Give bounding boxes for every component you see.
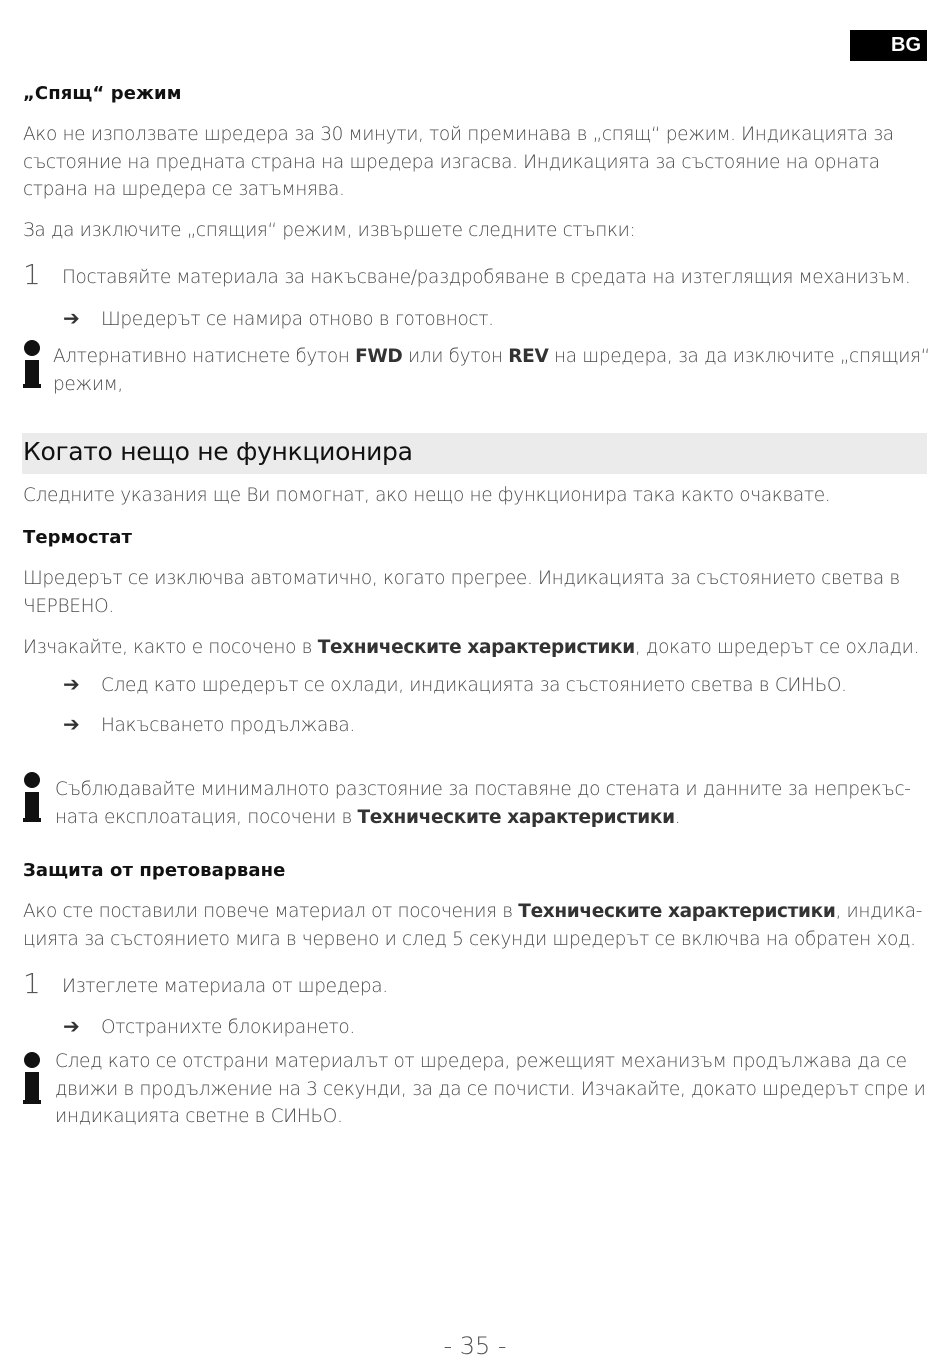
thermostat-info-note [55, 776, 935, 831]
arrow-right-icon: ➔ [63, 1014, 80, 1038]
sleep-mode-heading: „Спящ“ режим [23, 83, 182, 104]
info-text: ната експлоатация, посочени в [55, 806, 358, 828]
sleep-mode-paragraph [23, 121, 928, 204]
arrow-right-icon: ➔ [63, 306, 80, 330]
page-number: - 35 - [443, 1332, 507, 1360]
language-badge: BG [850, 30, 927, 61]
step-result: Накъсването продължава. [101, 715, 355, 736]
overload-heading: Защита от претоварване [23, 860, 286, 881]
tech-specs-reference: Техническите характеристики [357, 806, 675, 828]
info-text: Алтернативно натиснете бутон [53, 346, 356, 367]
step-text: Поставяйте материала за накъсване/раздробяване в средата на изтеглящия механизъм. [62, 267, 911, 288]
info-text: движи в продължение на 3 секунди, за да се почисти. Изчакайте, докато шредерът спре и [55, 1078, 926, 1100]
arrow-right-icon: ➔ [63, 712, 80, 736]
troubleshooting-intro: Следните указания ще Ви помогнат, ако нещо не функционира така както очаквате. [23, 485, 831, 506]
overload-paragraph [23, 898, 928, 953]
info-text: . [674, 806, 681, 828]
sleep-mode-info-note [53, 343, 933, 398]
overload-info-note [55, 1048, 935, 1131]
overload-text: Ако сте поставили повече материал от посочения в [23, 901, 519, 922]
thermostat-line: Шредерът се изключва автоматично, когато прегрее. Индикацията за състоянието светва в [23, 568, 900, 589]
overload-text: цията за състоянието мига в червено и след 5 секунди шредерът се включва на обратен ход. [23, 928, 916, 950]
step-result: Отстранихте блокирането. [101, 1017, 355, 1038]
fwd-button-label: FWD [355, 346, 403, 367]
step-text: Изтеглете материала от шредера. [62, 976, 388, 997]
tech-specs-reference: Техническите характеристики [317, 637, 635, 658]
step-number: 1 [23, 967, 41, 1000]
section-title: Когато нещо не функционира [23, 437, 413, 466]
step-number: 1 [23, 258, 41, 291]
thermostat-paragraph [23, 565, 928, 620]
sleep-mode-line: страна на шредера се затъмнява. [23, 179, 345, 200]
info-icon [23, 772, 41, 822]
info-text: или бутон [402, 346, 509, 367]
tech-specs-reference: Техническите характеристики [518, 901, 836, 922]
info-text: на шредера, за да изключите „спящия“ [548, 346, 930, 367]
sleep-mode-steps-intro: За да изключите „спящия“ режим, извършете следните стъпки: [23, 220, 636, 241]
rev-button-label: REV [508, 346, 549, 367]
info-text: След като се отстрани материалът от шредера, режещият механизъм продължава да се [55, 1051, 907, 1072]
info-text: индикацията светне в СИНЬО. [55, 1106, 343, 1127]
arrow-right-icon: ➔ [63, 672, 80, 696]
step-result: Шредерът се намира отново в готовност. [101, 309, 494, 330]
wait-text: , докато шредерът се охлади. [634, 637, 920, 658]
wait-text: Изчакайте, както е посочено в [23, 637, 318, 658]
sleep-mode-line: състояние на предната страна на шредера изгасва. Индикацията за състояние на орната [23, 151, 880, 173]
sleep-mode-line: Ако не използвате шредера за 30 минути, той преминава в „спящ“ режим. Индикацията за [23, 124, 894, 145]
info-icon [23, 1052, 41, 1104]
info-text: Съблюдавайте минималното разстояние за поставяне до стената и данните за непрекъс- [55, 779, 911, 800]
info-icon [23, 340, 41, 388]
overload-text: , индика- [835, 901, 923, 922]
step-result: След като шредерът се охлади, индикацията за състоянието светва в СИНЬО. [101, 675, 847, 696]
thermostat-heading: Термостат [23, 527, 133, 548]
thermostat-line: ЧЕРВЕНО. [23, 595, 114, 617]
thermostat-wait-text [23, 634, 928, 662]
info-text: режим, [53, 373, 123, 395]
